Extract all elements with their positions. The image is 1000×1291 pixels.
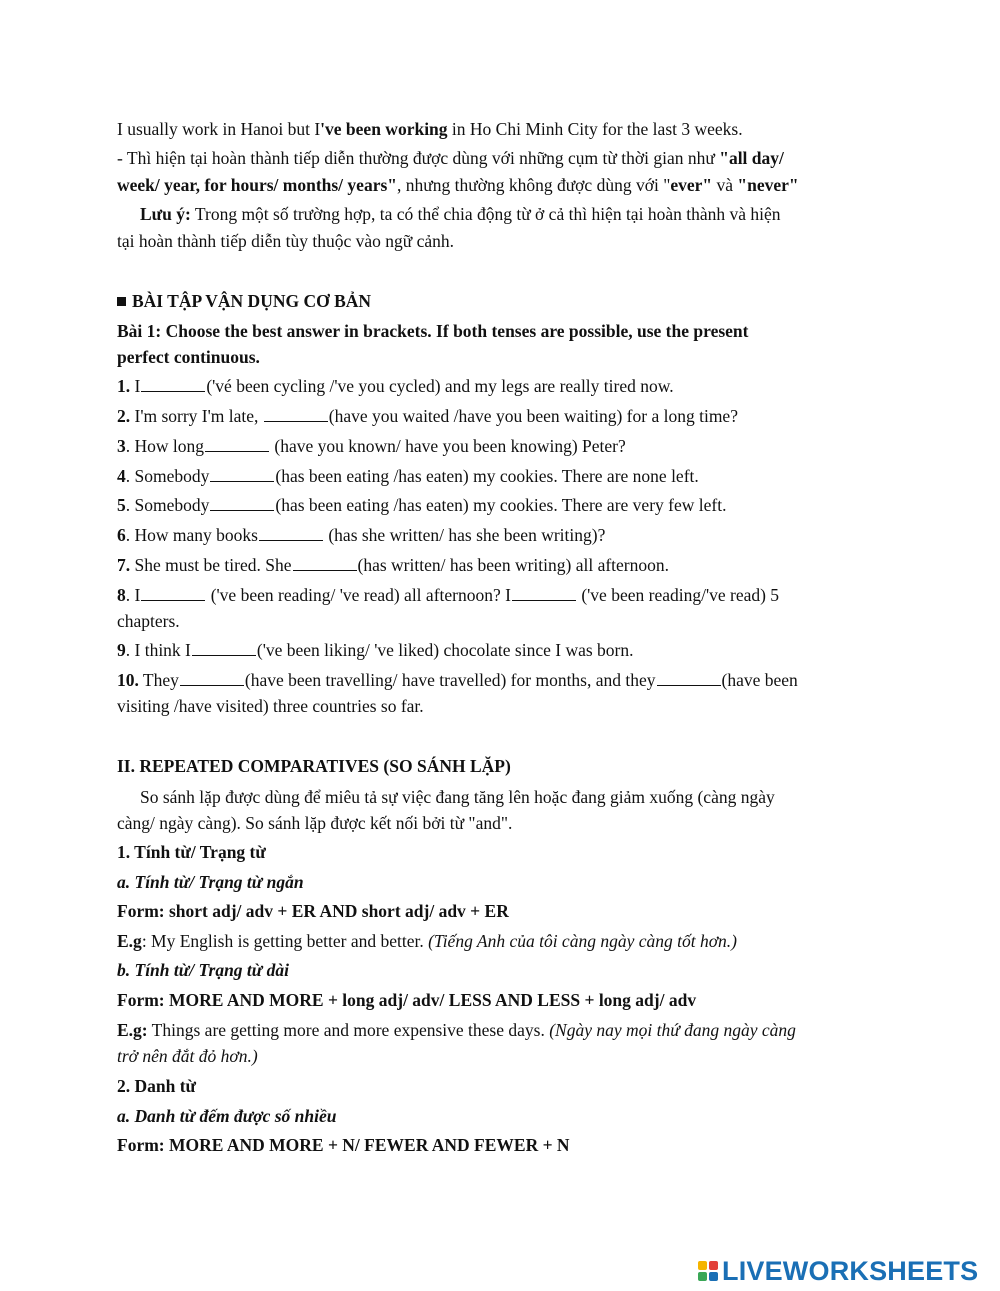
answer-blank[interactable]	[180, 669, 244, 686]
answer-blank[interactable]	[210, 494, 274, 511]
exercise-item-2: 2. I'm sorry I'm late, (have you waited /have you been waiting) for a long time?	[117, 406, 738, 426]
answer-blank[interactable]	[210, 465, 274, 482]
intro-line-2: - Thì hiện tại hoàn thành tiếp diễn thường được dùng với những cụm từ thời gian như "all day/	[117, 148, 784, 168]
section-heading-repeated-comparatives: II. REPEATED COMPARATIVES (SO SÁNH LẶP)	[117, 756, 511, 776]
answer-blank[interactable]	[259, 524, 323, 541]
exercise-item-8-cont: chapters.	[117, 611, 180, 631]
answer-blank[interactable]	[657, 669, 721, 686]
exercise-item-10: 10. They (have been travelling/ have travelled) for months, and they (have been	[117, 670, 798, 690]
answer-blank[interactable]	[192, 639, 256, 656]
exercise-item-10-cont: visiting /have visited) three countries so far.	[117, 696, 424, 716]
section2-paragraph-line-2: càng/ ngày càng). So sánh lặp được kết nối bởi từ "and".	[117, 813, 513, 833]
logo-text: LIVEWORKSHEETS	[722, 1255, 979, 1286]
subheading-short-adj: a. Tính từ/ Trạng từ ngắn	[117, 872, 304, 892]
intro-line-3: week/ year, for hours/ months/ years", nhưng thường không được dùng với "ever" và "never"	[117, 175, 799, 195]
exercise-item-7: 7. She must be tired. She (has written/ has been writing) all afternoon.	[117, 555, 669, 575]
task-instruction-line-2: perfect continuous.	[117, 347, 260, 367]
example-2: E.g: Things are getting more and more expensive these days. (Ngày nay mọi thứ đang ngày càng	[117, 1020, 796, 1040]
section2-paragraph-line-1: So sánh lặp được dùng để miêu tả sự việc đang tăng lên hoặc đang giảm xuống (càng ngày	[140, 787, 775, 807]
example-1: E.g: My English is getting better and better. (Tiếng Anh của tôi càng ngày càng tốt hơn.)	[117, 931, 738, 951]
exercise-item-5: 5. Somebody (has been eating /has eaten) my cookies. There are very few left.	[117, 495, 727, 515]
exercise-item-3: 3. How long (have you known/ have you been knowing) Peter?	[117, 436, 626, 456]
exercise-item-1: 1. I ('vé been cycling /'ve you cycled) and my legs are really tired now.	[117, 376, 674, 396]
section-heading-exercises: BÀI TẬP VẬN DỤNG CƠ BẢN	[117, 289, 371, 313]
answer-blank[interactable]	[141, 375, 205, 392]
exercise-item-9: 9. I think I ('ve been liking/ 've liked) chocolate since I was born.	[117, 640, 634, 660]
answer-blank[interactable]	[512, 584, 576, 601]
liveworksheets-logo-icon	[698, 1261, 718, 1281]
subheading-adjectives-adverbs: 1. Tính từ/ Trạng từ	[117, 842, 266, 862]
answer-blank[interactable]	[293, 554, 357, 571]
liveworksheets-logo[interactable]	[698, 1256, 978, 1286]
form-long-adj: Form: MORE AND MORE + long adj/ adv/ LESS AND LESS + long adj/ adv	[117, 990, 697, 1010]
note-line-1: Lưu ý: Trong một số trường hợp, ta có thể chia động từ ở cả thì hiện tại hoàn thành và hiện	[140, 204, 781, 224]
answer-blank[interactable]	[264, 405, 328, 422]
intro-line-1: I usually work in Hanoi but I've been working in Ho Chi Minh City for the last 3 weeks.	[117, 119, 743, 139]
subheading-long-adj: b. Tính từ/ Trạng từ dài	[117, 960, 290, 980]
form-short-adj: Form: short adj/ adv + ER AND short adj/ adv + ER	[117, 901, 509, 921]
answer-blank[interactable]	[205, 435, 269, 452]
square-bullet-icon	[117, 297, 126, 306]
subheading-nouns: 2. Danh từ	[117, 1076, 197, 1096]
exercise-item-6: 6. How many books (has she written/ has she been writing)?	[117, 525, 606, 545]
task-instruction-line-1: Bài 1: Choose the best answer in brackets. If both tenses are possible, use the present	[117, 321, 749, 341]
answer-blank[interactable]	[141, 584, 205, 601]
subheading-countable-plural: a. Danh từ đếm được số nhiều	[117, 1106, 337, 1126]
exercise-item-4: 4. Somebody (has been eating /has eaten) my cookies. There are none left.	[117, 466, 699, 486]
form-nouns: Form: MORE AND MORE + N/ FEWER AND FEWER + N	[117, 1135, 570, 1155]
exercise-item-8: 8. I ('ve been reading/ 've read) all afternoon? I ('ve been reading/'ve read) 5	[117, 585, 780, 605]
note-line-2: tại hoàn thành tiếp diễn tùy thuộc vào ngữ cảnh.	[117, 231, 455, 251]
example-2-cont: trở nên đắt đỏ hơn.)	[117, 1046, 258, 1066]
